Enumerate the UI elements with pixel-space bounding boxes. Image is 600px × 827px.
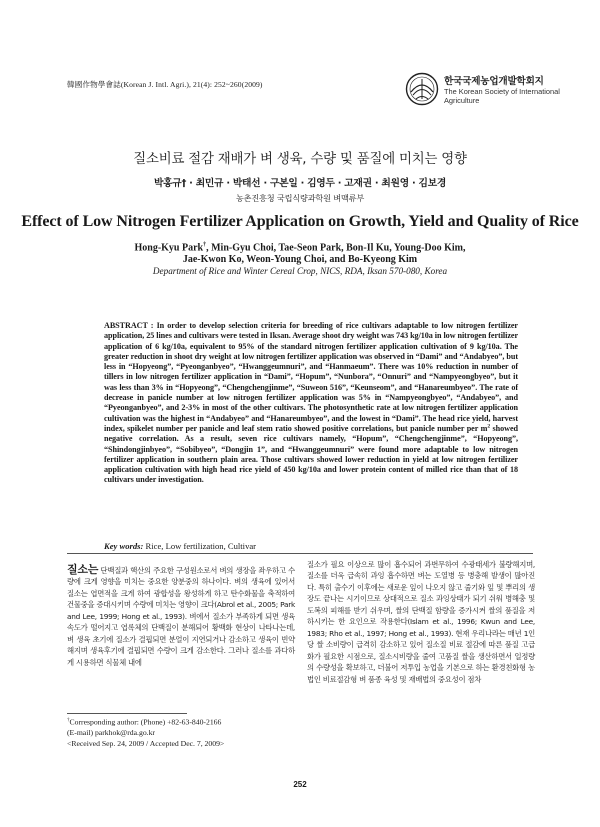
abstract-text-b: showed negative correlation. As a result, seven rice cultivars namely, “Hopum”, “Chengchengjinme”, “Hopyeong”, “Shindongjinbyeo”, “Sobibyeo”, “Dongjin 1”, and “Hwanggeumnuri” were found more adaptable to low nitrogen fertilizer application in southern plain area. Those cultivars showed lower reduction in yield at low nitrogen fertilizer application cultivation with high head rice yield of 450 kg/10a and lower protein content of milled rice than that of 18 cultivars under investigation. bbox=[104, 423, 518, 485]
abstract bbox=[104, 321, 518, 486]
abstract-text-a: ABSTRACT : In order to develop selection criteria for breeding of rice cultivars adaptable to low nitrogen fertilizer application, 25 lines and cultivars were tested in Iksan. Average shoot dry weight was 743 kg/10a in low nitrogen fertilizer application of 6 kg/10a, equivalent to 95% of the standard nitrogen fertilizer application cultivation of 9 kg/10a. The greater reduction in shoot dry weight at low nitrogen fertilizer application was observed in “Dami” and “Andabyeo”, but less in “Hopyeong”, “Pyeonganbyeo”, “Hwanggeumnuri”, and “Hanmaeum”. There was 10% reduction in number of tillers in low nitrogen fertilizer application in “Dami”, “Hopum”, “Nunbora”, “Onnuri” and “Nampyeongbyeo”, but it was less than 3% in “Hopyeong”, “Chengchengjinme”, “Suweon 516”, “Keunseom”, and “Hanareumbyeo”. The rate of decrease in panicle number at low nitrogen fertilizer application was 5% in “Nampyeongbyeo”, “Andabyeo”, and “Pyeonganbyeo”, and 2-3% in most of the other cultivars. The photosynthetic rate at low nitrogen fertilizer application cultivation was the highest in “Andabyeo” and “Hanareumbyeo”, and the lowest in “Dami”. The head rice yield, harvest index, spikelet number per panicle and leaf stem ratio showed positive correlations, but panicle number per m bbox=[104, 321, 518, 433]
footnote bbox=[67, 716, 295, 749]
body-column-right: 질소가 필요 이상으로 많이 흡수되어 과번무하여 수광태세가 불량해지며, 질소를 더욱 급속히 과잉 흡수하면 벼는 도열병 등 병충해 발생이 많아진다. 특히 출수기 이후에는 새로운 잎이 나오지 않고 줄기와 잎 및 뿌리의 생장도 끝나는 시기이므로 상대적으로 질소 과잉상태가 되기 쉬워 병해충 및 도복의 피해를 받기 쉬우며, 쌀의 단백질 함량을 증가시켜 쌀의 품질을 저하시키는 한 요인으로 작용한다(Islam et al., 1996; Kwun and Lee, 1983; Rho et al., 1997; Hong et al., 1993). 현재 우리나라는 매년 1인당 쌀 소비량이 급격히 감소하고 있어 질소질 비료 절감에 따른 품질 고급화가 필요한 시점으로, 질소시비량을 줄여 고품질 쌀을 생산하면서 일정량의 수량성을 확보하고, 더불어 저투입 농업을 기본으로 하는 환경친화형 농법인 비료절감형 벼 품종 육성 및 재배법의 중요성이 점차 bbox=[307, 560, 535, 684]
authors-line-2: Jae-Kwon Ko, Weon-Young Choi, and Bo-Kyeong Kim bbox=[182, 253, 418, 265]
affiliation-korean: 농촌진흥청 국립식량과학원 벼맥류부 bbox=[235, 193, 365, 203]
affiliation-english: Department of Rice and Winter Cereal Crop, NICS, RDA, Iksan 570-080, Korea bbox=[152, 266, 448, 276]
society-emblem-icon bbox=[405, 72, 439, 106]
footnote-divider bbox=[67, 713, 187, 714]
body-column-left bbox=[67, 564, 295, 668]
section-divider bbox=[67, 553, 533, 554]
page-number: 252 bbox=[293, 780, 307, 789]
first-author: Hong-Kyu Park bbox=[134, 242, 204, 254]
keywords bbox=[104, 541, 256, 551]
title-korean: 질소비료 절감 재배가 벼 생육, 수량 및 품질에 미치는 영향 bbox=[133, 152, 467, 167]
abstract-superscript: 2 bbox=[487, 423, 491, 430]
body-lead-word: 질소는 bbox=[67, 563, 99, 576]
authors-korean: 박홍규† · 최민규 · 박태선 · 구본일 · 김영두 · 고재권 · 최원영 · 김보경 bbox=[153, 178, 447, 189]
society-name-korean: 한국국제농업개발학회지 bbox=[444, 76, 544, 87]
title-english: Effect of Low Nitrogen Fertilizer Application on Growth, Yield and Quality of Rice bbox=[21, 213, 579, 230]
authors-english bbox=[80, 240, 520, 265]
authors-line-1: , Min-Gyu Choi, Tae-Seon Park, Bon-Il Ku, Young-Doo Kim, bbox=[206, 242, 466, 254]
keywords-list: Rice, Low fertilization, Cultivar bbox=[145, 541, 257, 551]
journal-citation: 韓國作物學會誌(Korean J. Intl. Agri.), 21(4): 252~260(2009) bbox=[67, 80, 263, 89]
society-logo-block bbox=[405, 72, 575, 108]
footnote-received: <Received Sep. 24, 2009 / Accepted Dec. 7, 2009> bbox=[67, 738, 225, 748]
body-left-text: 단백질과 핵산의 주요한 구성원소로서 벼의 생장을 좌우하고 수량에 크게 영향을 미치는 중요한 양분중의 하나이다. 벼의 생육에 있어서 질소는 엽면적을 크게 하여 광합성을 왕성하게 하고 탄수화물을 축적하여 건물중을 증대시키며 수량에 미치는 영향이 크다(Abrol et al., 2005; Park and Lee, 1999; Hong et al., 1993). 벼에서 질소가 부족하게 되면 생육속도가 떨어지고 엽록체의 단백질이 분해되어 황백화 현상이 나타나는데, 벼 생육 초기에 질소가 결핍되면 분얼이 지연되거나 감소하고 생육이 빈약해지며 생육후기에 결핍되면 수량이 크게 감소한다. 그러나 질소를 과다하게 시용하면 식물체 내에 bbox=[67, 566, 295, 667]
dagger-mark: † bbox=[203, 242, 207, 248]
keywords-label: Key words: bbox=[104, 541, 144, 551]
footnote-email: (E-mail) parkhok@rda.go.kr bbox=[67, 728, 155, 738]
footnote-corresponding: †Corresponding author: (Phone) +82-63-840-2166 bbox=[67, 717, 222, 727]
footnote-dagger: † bbox=[67, 718, 70, 723]
society-name-english: The Korean Society of International Agriculture bbox=[444, 87, 560, 105]
